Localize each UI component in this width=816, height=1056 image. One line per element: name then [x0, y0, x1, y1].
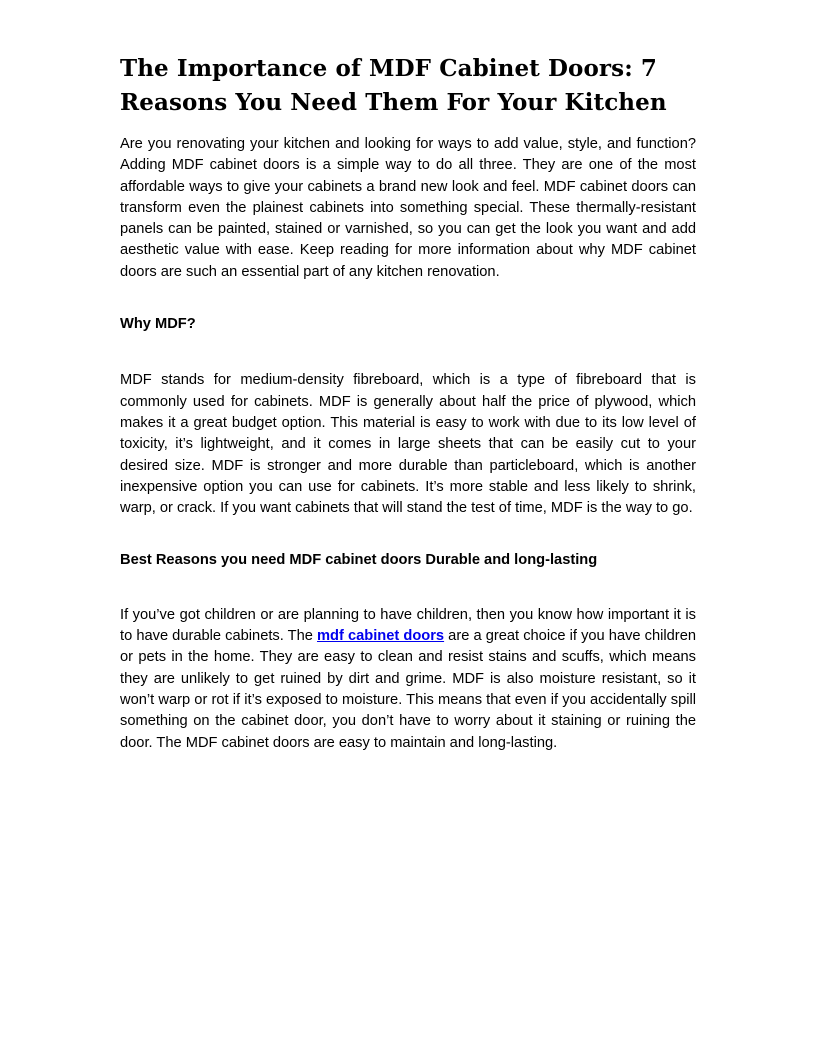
mdf-cabinet-doors-link[interactable]: mdf cabinet doors [317, 628, 445, 645]
why-mdf-paragraph: MDF stands for medium-density fibreboard, which is a type of fibreboard that is commonly used for cabinets. MDF is generally about half the price of plywood, which makes it a great budget option. This material is easy to work with due to its low level of toxicity, it’s lightweight, and it comes in large sheets that can be easily cut to your desired size. MDF is stronger and more durable than particleboard, which is another inexpensive option you can use for cabinets. It’s more stable and less likely to shrink, warp, or crack. If you want cabinets that will stand the test of time, MDF is the way to go. [120, 372, 696, 517]
intro-paragraph: Are you renovating your kitchen and looking for ways to add value, style, and function? Adding MDF cabinet doors is a simple way to do all three. They are one of the most affordable ways to give your cabinets a brand new look and feel. MDF cabinet doors can transform even the plainest cabinets into something special. These thermally-resistant panels can be painted, stained or varnished, so you can get the look you want and add aesthetic value with ease. Keep reading for more information about why MDF cabinet doors are such an essential part of any kitchen renovation. [120, 136, 696, 280]
reasons-paragraph [120, 605, 696, 754]
section-heading-why-mdf: Why MDF? [120, 316, 196, 333]
document-title: The Importance of MDF Cabinet Doors: 7 Reasons You Need Them For Your Kitchen [120, 55, 667, 116]
reasons-text-before-link: If you’ve got children or are planning to have children, then you know how important it is to have durable cabinets. The [120, 606, 696, 645]
reasons-text-after-link: are a great choice if you have children or pets in the home. They are easy to clean and resist stains and scuffs, which means they are unlikely to get ruined by dirt and grime. MDF is also moisture resistant, so it won’t warp or rot if it’s exposed to moisture. This means that even if you accidentally spill something on the cabinet door, you don’t have to worry about it staining or ruining the door. The MDF cabinet doors are easy to maintain and long-lasting. [120, 628, 696, 751]
section-heading-best-reasons: Best Reasons you need MDF cabinet doors Durable and long-lasting [120, 552, 598, 569]
